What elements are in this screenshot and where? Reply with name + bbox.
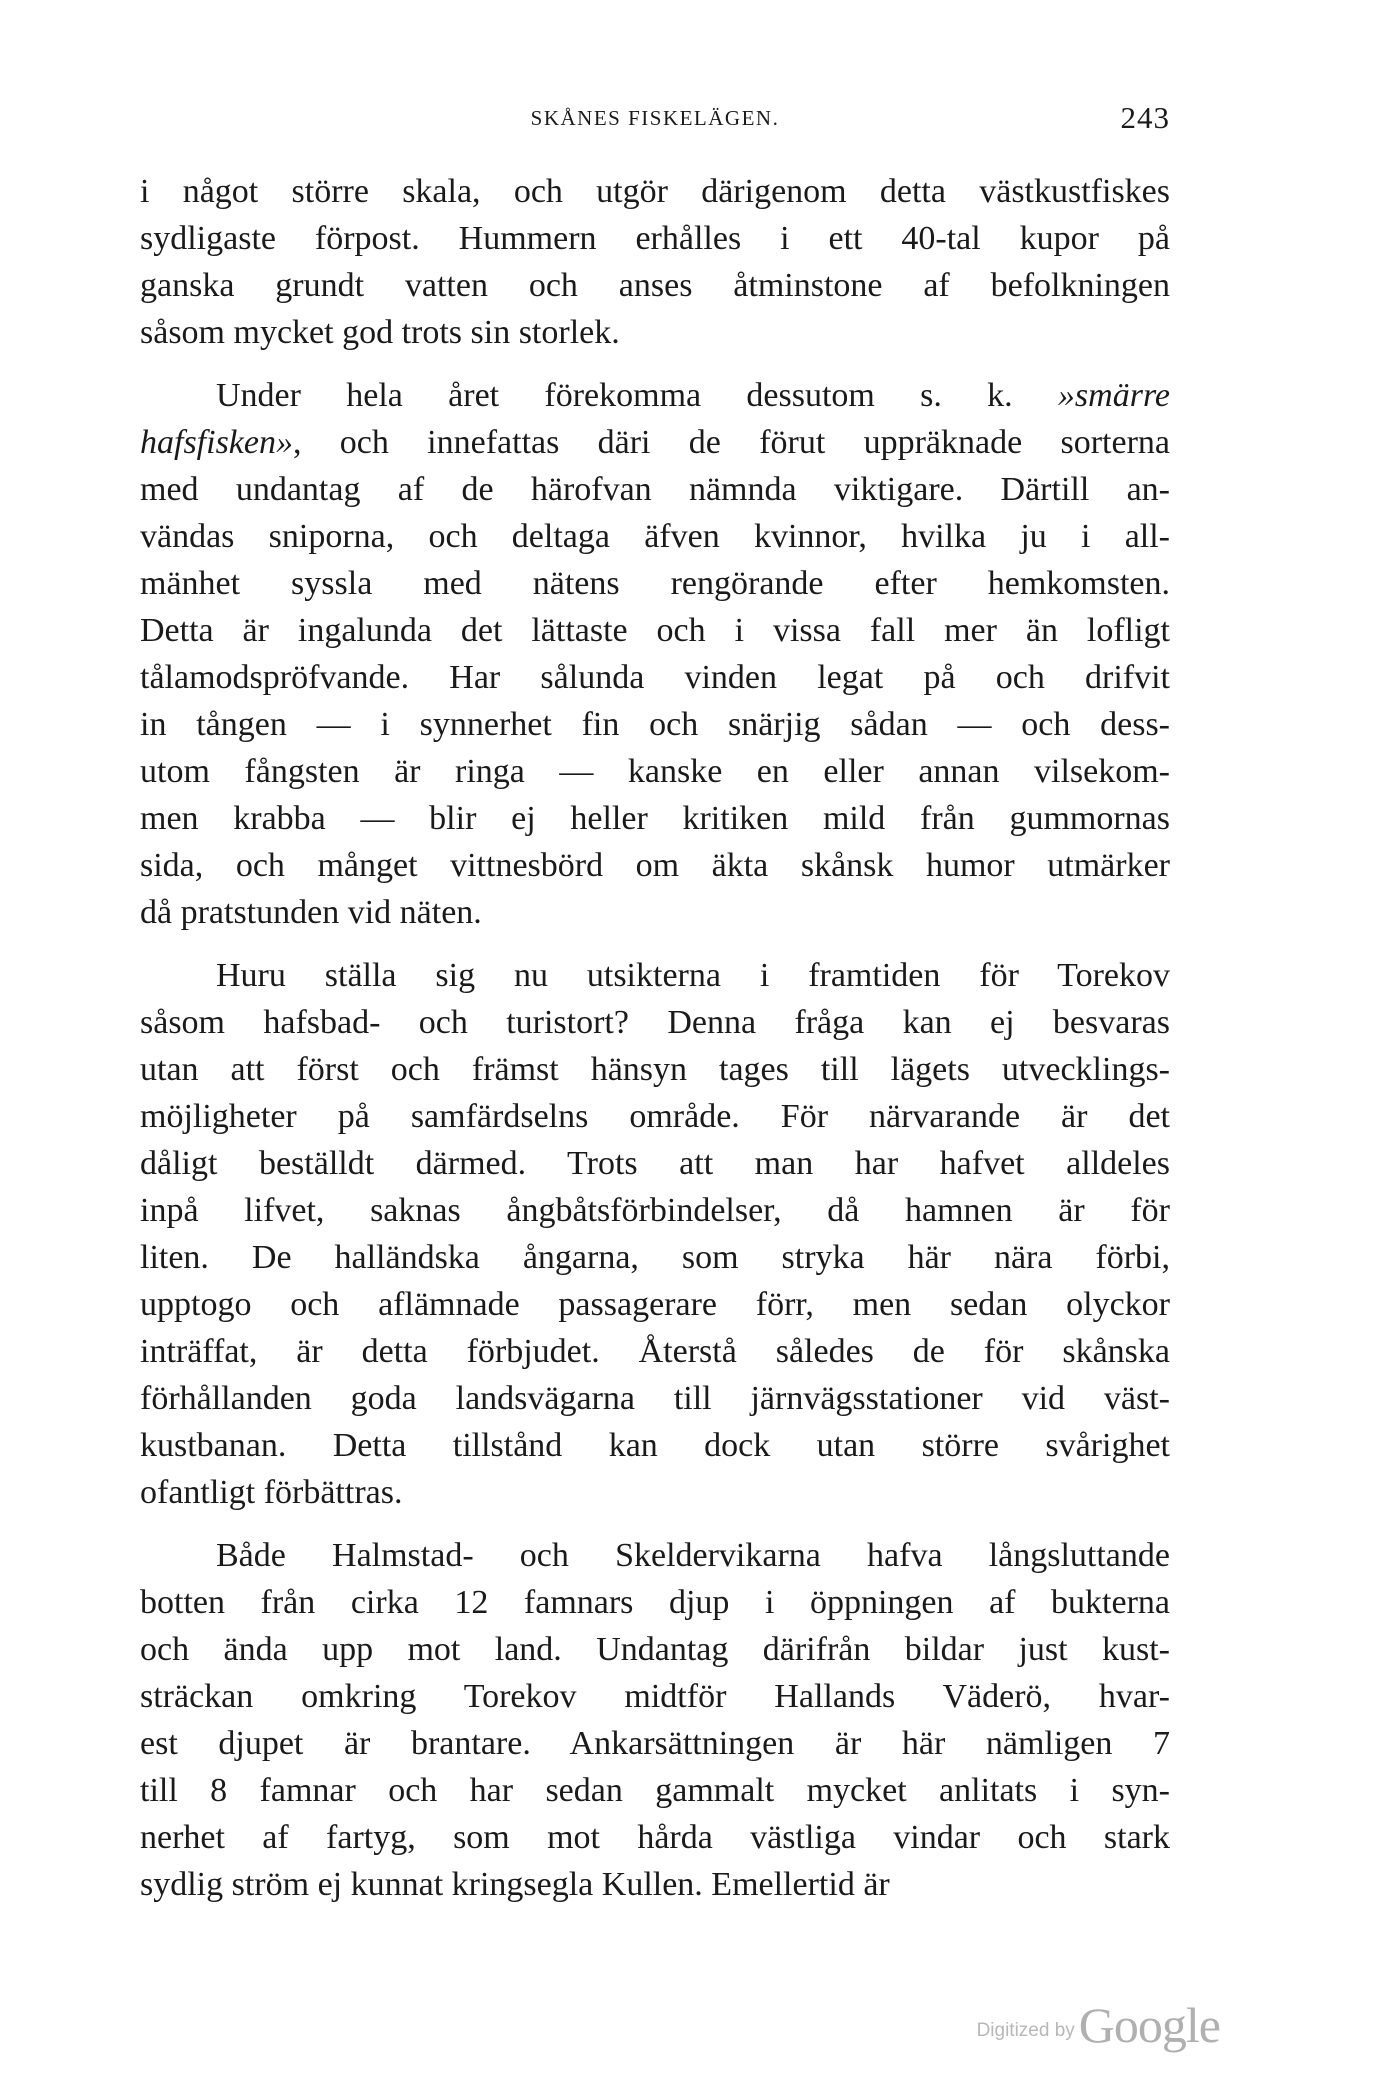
text-line: men krabba — blir ej heller kritiken mild från gummornas (140, 800, 1170, 837)
text-line: och ända upp mot land. Undantag därifrån bildar just kust- (140, 1631, 1170, 1668)
text-line: botten från cirka 12 famnars djup i öppningen af bukterna (140, 1584, 1170, 1621)
text-line: Detta är ingalunda det lättaste och i vissa fall mer än lofligt (140, 612, 1170, 649)
text-line: dåligt beställdt därmed. Trots att man har hafvet alldeles (140, 1145, 1170, 1182)
text-line: sydligaste förpost. Hummern erhålles i ett 40-tal kupor på (140, 220, 1170, 257)
text-line: i något större skala, och utgör därigenom detta västkustfiskes (140, 173, 1170, 210)
text-line: tålamodspröfvande. Har sålunda vinden legat på och drifvit (140, 659, 1170, 696)
text-line: till 8 famnar och har sedan gammalt mycket anlitats i syn- (140, 1772, 1170, 1809)
text-segment: Under hela året förekomma dessutom s. k. (216, 377, 1058, 414)
watermark-prefix: Digitized by (976, 2020, 1075, 2041)
text-segment: , och innefattas däri de förut uppräknade sorterna (292, 424, 1170, 461)
text-line: ofantligt förbättras. (140, 1474, 403, 1511)
text-line: såsom mycket god trots sin storlek. (140, 314, 620, 351)
text-line: sydlig ström ej kunnat kringsegla Kullen. Emellertid är (140, 1866, 890, 1903)
text-line: kustbanan. Detta tillstånd kan dock utan större svårighet (140, 1427, 1170, 1464)
text-line: inpå lifvet, saknas ångbåtsförbindelser, då hamnen är för (140, 1192, 1170, 1229)
google-logo: Google (1078, 1997, 1220, 2053)
text-line: in tången — i synnerhet fin och snärjig sådan — och dess- (140, 706, 1170, 743)
text-line: upptogo och aflämnade passagerare förr, men sedan olyckor (140, 1286, 1170, 1323)
paragraph (140, 1532, 1170, 1908)
text-line: utom fångsten är ringa — kanske en eller annan vilsekom- (140, 753, 1170, 790)
digitized-by-google-watermark (976, 1990, 1220, 2053)
text-line: sida, och månget vittnesbörd om äkta skånsk humor utmärker (140, 847, 1170, 884)
text-line: nerhet af fartyg, som mot hårda västliga vindar och stark (140, 1819, 1170, 1856)
text-line: est djupet är brantare. Ankarsättningen är här nämligen 7 (140, 1725, 1170, 1762)
paragraph (140, 168, 1170, 356)
running-head (140, 100, 1170, 140)
text-line (140, 372, 1170, 419)
text-line: vändas sniporna, och deltaga äfven kvinnor, hvilka ju i all- (140, 518, 1170, 555)
text-line: liten. De halländska ångarna, som stryka här nära förbi, (140, 1239, 1170, 1276)
italic-term: »smärre (1057, 377, 1170, 414)
text-line: mänhet syssla med nätens rengörande efter hemkomsten. (140, 565, 1170, 602)
text-line: utan att först och främst hänsyn tages till lägets utvecklings- (140, 1051, 1170, 1088)
text-line: Både Halmstad- och Skeldervikarna hafva långsluttande (216, 1537, 1170, 1574)
text-line: med undantag af de härofvan nämnda viktigare. Därtill an- (140, 471, 1170, 508)
text-line: såsom hafsbad- och turistort? Denna fråga kan ej besvaras (140, 1004, 1170, 1041)
text-line: ganska grundt vatten och anses åtminstone af befolkningen (140, 267, 1170, 304)
text-line (140, 419, 1170, 466)
italic-term: hafsfisken» (140, 424, 293, 461)
text-line: möjligheter på samfärdselns område. För närvarande är det (140, 1098, 1170, 1135)
paragraph (140, 952, 1170, 1516)
paragraph (140, 372, 1170, 936)
text-line: Huru ställa sig nu utsikterna i framtiden för Torekov (216, 957, 1170, 994)
text-line: då pratstunden vid näten. (140, 894, 482, 931)
text-line: sträckan omkring Torekov midtför Hallands Väderö, hvar- (140, 1678, 1170, 1715)
page-number: 243 (1120, 100, 1170, 135)
text-line: förhållanden goda landsvägarna till järnvägsstationer vid väst- (140, 1380, 1170, 1417)
body-text (140, 168, 1170, 1908)
running-title: SKÅNES FISKELÄGEN. (530, 106, 780, 130)
text-line: inträffat, är detta förbjudet. Återstå således de för skånska (140, 1333, 1170, 1370)
